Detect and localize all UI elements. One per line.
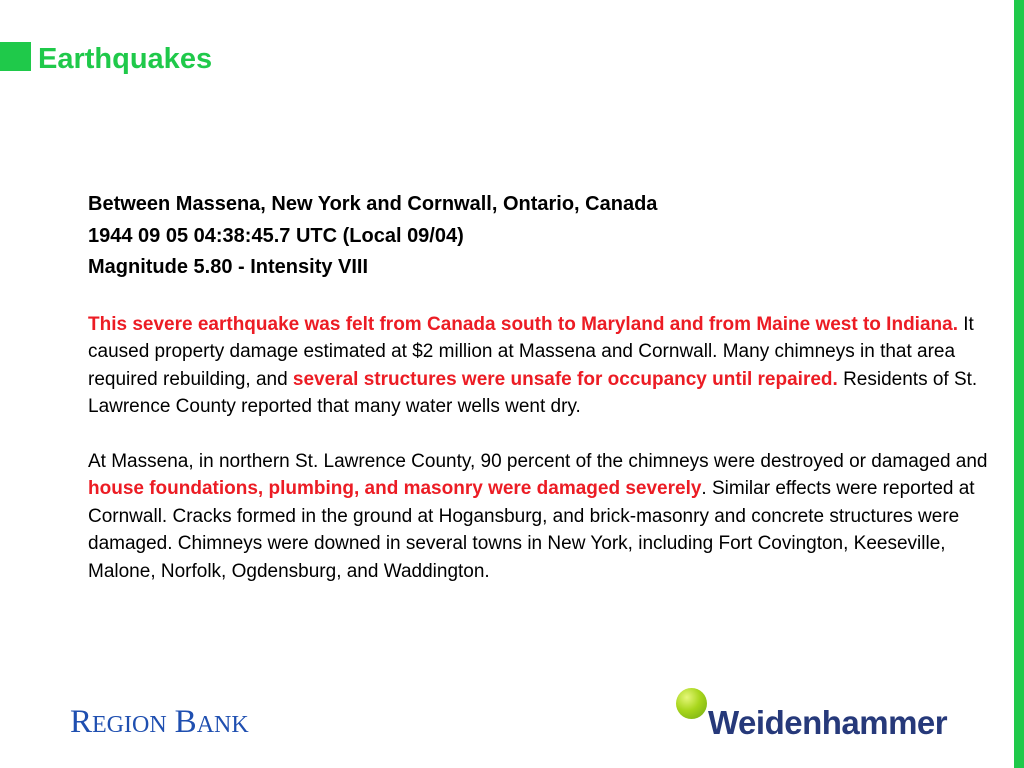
paragraph2-text-2: . Similar effects were reported at Cornwall. Cracks formed in the ground at Hogansburg, and brick-masonry and concrete structures were damaged. Chimneys were downed in several towns in New York, including Fort Covington, Keeseville, Malone, Norfolk, Ogdensburg, and Waddington. — [88, 478, 975, 582]
description-paragraph-1 — [88, 311, 988, 421]
earthquake-datetime: 1944 09 05 04:38:45.7 UTC (Local 09/04) — [88, 224, 464, 247]
earthquake-magnitude: Magnitude 5.80 - Intensity VIII — [88, 256, 369, 278]
paragraph1-text-1: It caused property damage estimated at $2 million at Massena and Cornwall. Many chimneys in that area required rebuilding, and — [88, 313, 974, 390]
earthquake-location: Between Massena, New York and Cornwall, Ontario, Canada — [88, 193, 658, 215]
earthquake-header — [88, 189, 988, 284]
paragraph1-text-2: Residents of St. Lawrence County reported that many water wells went dry. — [88, 368, 978, 417]
highlight-felt-area: This severe earthquake was felt from Canada south to Maryland and from Maine west to Indiana. — [88, 313, 958, 335]
region-bank-logo: REGION BANK — [70, 704, 249, 740]
slide-title: Earthquakes — [38, 43, 213, 75]
highlight-damage: house foundations, plumbing, and masonry were damaged severely — [88, 478, 702, 499]
green-sphere-icon — [676, 688, 707, 719]
paragraph2-text-1: At Massena, in northern St. Lawrence County, 90 percent of the chimneys were destroyed or damaged and — [88, 450, 988, 472]
weidenhammer-logo — [676, 688, 996, 748]
right-accent-bar — [1014, 0, 1024, 768]
description-paragraph-2 — [88, 448, 988, 586]
title-accent-square — [0, 42, 31, 71]
weidenhammer-wordmark: Weidenhammer — [708, 704, 948, 741]
slide-content — [88, 189, 988, 585]
highlight-unsafe-structures: several structures were unsafe for occupancy until repaired. — [292, 368, 838, 390]
